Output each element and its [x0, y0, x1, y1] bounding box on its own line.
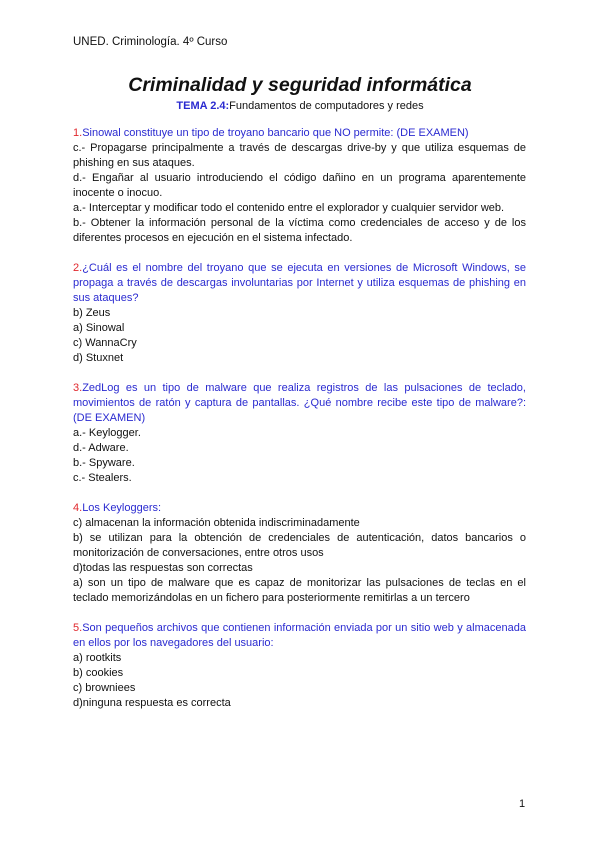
answer-option: d)todas las respuestas son correctas	[73, 562, 253, 574]
answer-option: b.- Obtener la información personal de la víctima como credenciales de acceso y de los diferentes procesos en ejecución en el sistema infectado.	[73, 217, 526, 244]
question-text: Son pequeños archivos que contienen información enviada por un sitio web y almacenada en ellos por los navegadores del usuario:	[73, 622, 526, 649]
question-number: 2.	[73, 262, 83, 274]
question-4	[73, 501, 526, 606]
question-stem	[73, 381, 526, 426]
answer-option: c) almacenan la información obtenida indiscriminadamente	[73, 517, 360, 529]
answer-option: a.- Interceptar y modificar todo el contenido entre el explorador y cualquier servidor web.	[73, 202, 505, 214]
answer-option: d.- Engañar al usuario introduciendo el código dañino en un programa aparentemente inocente o inocuo.	[73, 172, 526, 199]
question-number: 4.	[73, 502, 83, 514]
page-header: UNED. Criminología. 4º Curso	[73, 36, 228, 48]
document-subtitle	[0, 100, 600, 112]
question-text: Sinowal constituye un tipo de troyano bancario que NO permite: (DE EXAMEN)	[82, 127, 469, 139]
answer-option: c.- Propagarse principalmente a través de descargas drive-by y que utiliza esquemas de phishing en sus ataques.	[73, 142, 526, 169]
document-title: Criminalidad y seguridad informática	[128, 74, 472, 96]
question-stem	[73, 621, 526, 651]
answer-option: d.- Adware.	[73, 442, 129, 454]
question-text: ¿Cuál es el nombre del troyano que se ejecuta en versiones de Microsoft Windows, se propaga a través de descargas involuntarias por Internet y utiliza esquemas de phishing en sus ataques?	[73, 262, 526, 304]
page-number: 1	[519, 798, 526, 810]
question-stem	[73, 501, 526, 516]
answer-option: a) rootkits	[73, 652, 122, 664]
answer-option: a) Sinowal	[73, 322, 125, 334]
question-stem	[73, 261, 526, 306]
question-number: 3.	[73, 382, 83, 394]
answer-option: d)ninguna respuesta es correcta	[73, 697, 231, 709]
question-number: 5.	[73, 622, 83, 634]
question-3	[73, 381, 526, 486]
answer-option: c) WannaCry	[73, 337, 137, 349]
question-1	[73, 126, 526, 246]
question-list	[73, 126, 526, 726]
question-text: Los Keyloggers:	[82, 502, 162, 514]
answer-option: c.- Stealers.	[73, 472, 132, 484]
question-stem	[73, 126, 526, 141]
answer-option: b.- Spyware.	[73, 457, 135, 469]
answer-option: d) Stuxnet	[73, 352, 124, 364]
answer-option: b) se utilizan para la obtención de credenciales de autenticación, datos bancarios o monitorización de conversaciones, entre otros usos	[73, 532, 526, 559]
question-2	[73, 261, 526, 366]
question-text: ZedLog es un tipo de malware que realiza registros de las pulsaciones de teclado, movimientos de ratón y captura de pantallas. ¿Qué nombre recibe este tipo de malware?: (DE EXAMEN)	[73, 382, 526, 424]
answer-option: b) cookies	[73, 667, 124, 679]
question-5	[73, 621, 526, 711]
answer-option: b) Zeus	[73, 307, 111, 319]
answer-option: a.- Keylogger.	[73, 427, 141, 439]
tema-text: Fundamentos de computadores y redes	[229, 100, 424, 112]
question-number: 1.	[73, 127, 83, 139]
answer-option: c) browniees	[73, 682, 136, 694]
tema-label: TEMA 2.4:	[176, 100, 230, 112]
answer-option: a) son un tipo de malware que es capaz de monitorizar las pulsaciones de teclas en el teclado memorizándolas en un fichero para posteriormente remitirlas a un tercero	[73, 577, 526, 604]
